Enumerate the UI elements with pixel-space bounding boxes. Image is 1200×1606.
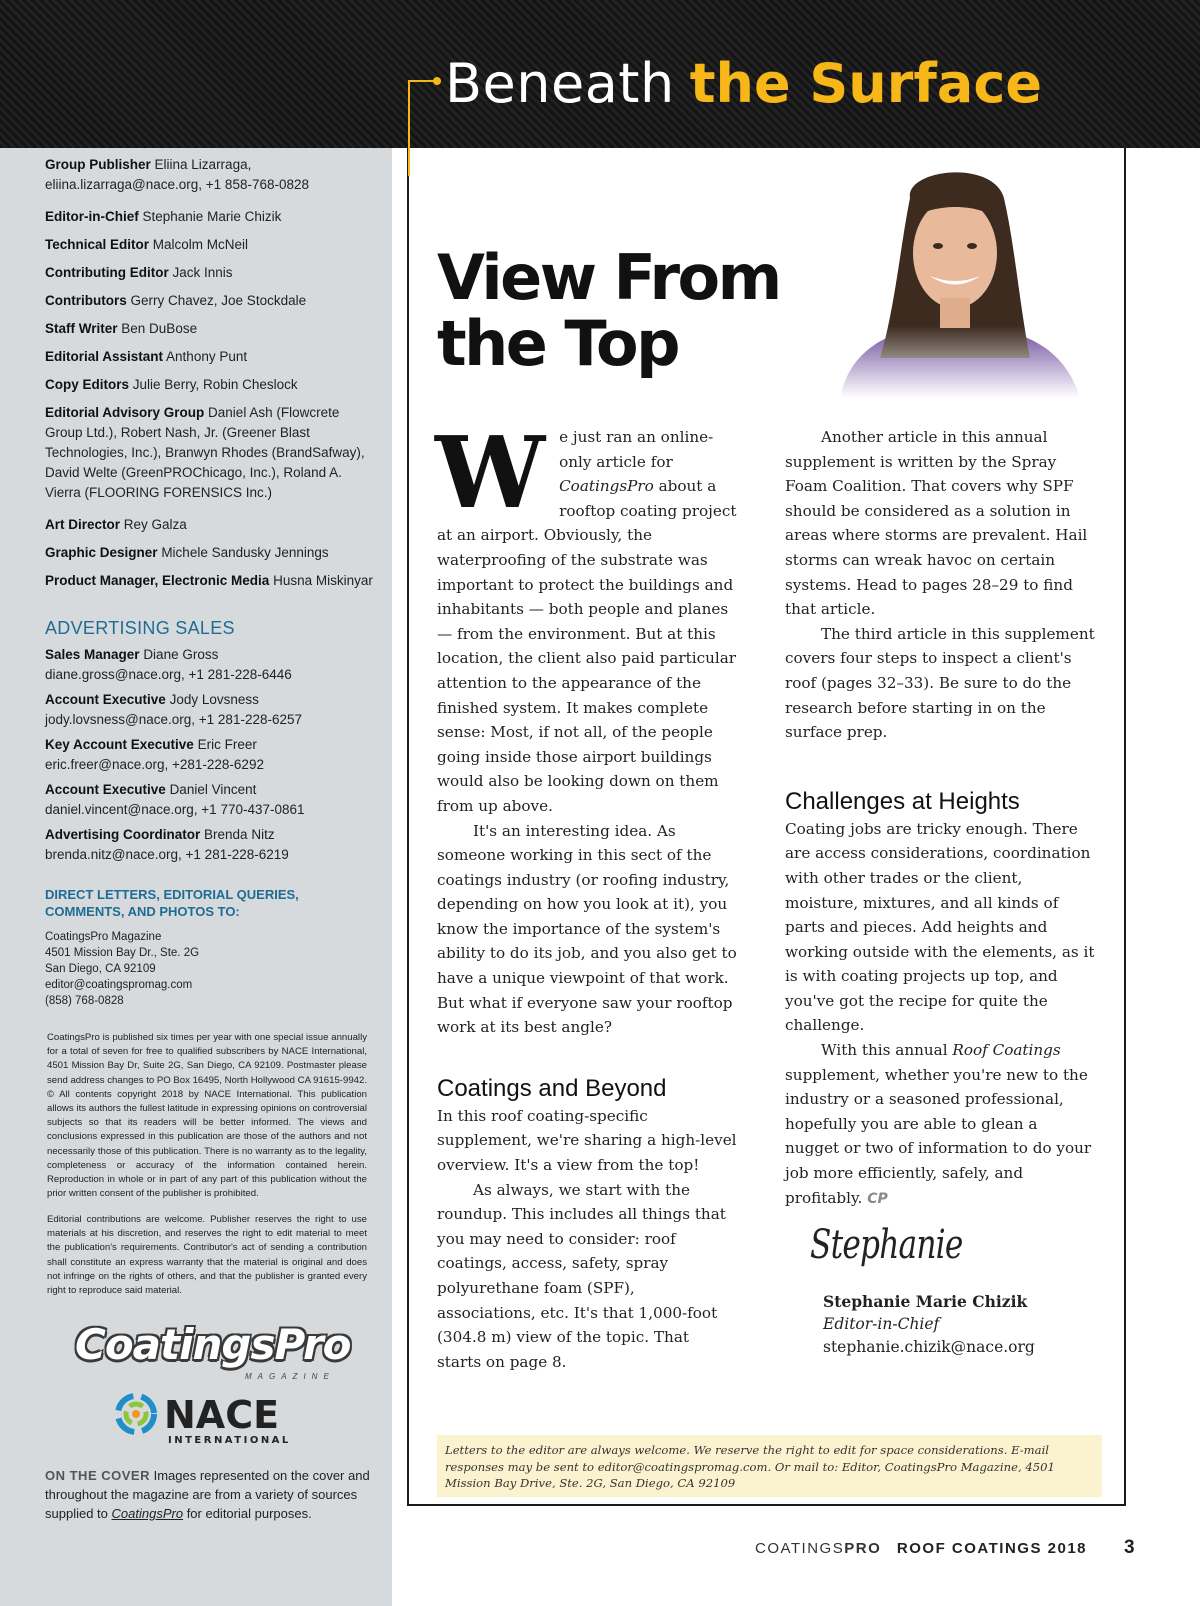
ad-contact-name: Daniel Vincent xyxy=(169,782,257,797)
ad-contact xyxy=(45,735,375,775)
nace-emblem-icon xyxy=(112,1390,302,1446)
cover-note xyxy=(45,1466,375,1523)
address-line: San Diego, CA 92109 xyxy=(45,963,156,975)
page-footer xyxy=(755,1540,1087,1557)
ad-contact-role: Account Executive xyxy=(45,782,166,797)
ad-contact-info[interactable]: daniel.vincent@nace.org, +1 770-437-0861 xyxy=(45,802,305,817)
ad-contact-info[interactable]: eric.freer@nace.org, +281-228-6292 xyxy=(45,757,264,772)
masthead-entry xyxy=(45,235,375,255)
address-line: 4501 Mission Bay Dr., Ste. 2G xyxy=(45,947,200,959)
article-paragraph: Coating jobs are tricky enough. There are access considerations, coordination with other trades or the client, moisture, mixtures, and all kinds of parts and pieces. Add heights and working outside with the elements, as it is with coating projects up top, and you've got the recipe for quite the challenge. xyxy=(785,819,1095,1035)
masthead-role: Contributors xyxy=(45,293,127,308)
address-email[interactable]: editor@coatingspromag.com xyxy=(45,979,193,991)
masthead-value: Eliina Lizarraga, eliina.lizarraga@nace.org, +1 858-768-0828 xyxy=(45,157,310,192)
footer-brand-light: COATINGS xyxy=(755,1540,845,1557)
author-block xyxy=(823,1290,1035,1359)
section-title-plain: Beneath xyxy=(445,52,675,115)
masthead-value: Ben DuBose xyxy=(121,321,198,336)
footer-brand-bold: PRO xyxy=(844,1540,882,1557)
masthead-value: Husna Miskinyar xyxy=(273,573,373,588)
editor-portrait xyxy=(800,158,1106,398)
coatingspro-logo: CoatingsPro xyxy=(75,1320,351,1369)
article-paragraph: As always, we start with the roundup. This includes all things that you may need to consider: roof coatings, access, safety, spray polyurethane foam (SPF), associations, etc. It's that 1,000-foot (304.8 m) view of the topic. That starts on page 8. xyxy=(437,1180,726,1371)
para-text: e just ran an online-only article for xyxy=(559,428,714,471)
headline-line: the Top xyxy=(437,307,678,380)
subheading-challenges-at-heights: Challenges at Heights xyxy=(785,787,1020,815)
section-title-accent: the Surface xyxy=(689,52,1042,115)
headline-line: View From xyxy=(437,241,780,314)
masthead-role: Contributing Editor xyxy=(45,265,169,280)
masthead-entry xyxy=(45,543,375,563)
address-line: CoatingsPro Magazine xyxy=(45,931,162,943)
address-phone: (858) 768-0828 xyxy=(45,995,124,1007)
article-column-left xyxy=(435,416,737,1374)
cover-note-label: ON THE COVER xyxy=(45,1468,150,1483)
letters-address xyxy=(45,929,367,1009)
author-email[interactable]: stephanie.chizik@nace.org xyxy=(823,1338,1035,1356)
ad-contact-name: Jody Lovsness xyxy=(169,692,259,707)
nace-wordmark-sub: INTERNATIONAL xyxy=(168,1435,291,1446)
ad-contact xyxy=(45,645,375,685)
masthead-role: Art Director xyxy=(45,517,121,532)
drop-cap: W xyxy=(435,416,546,531)
masthead-role: Editorial Advisory Group xyxy=(45,405,205,420)
ad-contact-name: Eric Freer xyxy=(197,737,257,752)
para-publication: CoatingsPro xyxy=(559,477,654,496)
contributions-fine-print: Editorial contributions are welcome. Publisher reserves the right to use materials at his discretion, and reserves the right to edit material to meet the publication's requirements. Contributor's act of sending a contribution shall constitute an express warranty that the material is original and does not infringe on the rights of others, and that the publisher is granted every right to reproduce said material. xyxy=(47,1214,367,1297)
masthead-entry xyxy=(45,263,375,283)
cover-note-publication: CoatingsPro xyxy=(111,1506,184,1521)
masthead-value: Daniel Ash (Flowcrete Group Ltd.), Robert Nash, Jr. (Greener Blast Technologies, Inc.), Branwyn Rhodes (BrandSafway), David Welte (GreenPROChicago, Inc.), Roland A. Vierra (FLOORING FORENSICS Inc.) xyxy=(45,405,365,500)
masthead-value: Gerry Chavez, Joe Stockdale xyxy=(130,293,307,308)
header-bracket xyxy=(408,80,436,148)
ad-contact-role: Advertising Coordinator xyxy=(45,827,201,842)
masthead-entry xyxy=(45,347,375,367)
header-bracket-dot xyxy=(433,77,441,85)
article-paragraph: In this roof coating-specific supplement, we're sharing a high-level overview. It's a view from the top! xyxy=(437,1106,737,1175)
masthead-role: Editorial Assistant xyxy=(45,349,164,364)
masthead-value: Rey Galza xyxy=(123,517,187,532)
masthead-value: Stephanie Marie Chizik xyxy=(142,209,282,224)
article-paragraph xyxy=(785,1038,1095,1211)
ad-contact-role: Account Executive xyxy=(45,692,166,707)
editor-signature: Stephanie xyxy=(810,1222,963,1268)
masthead-value: Jack Innis xyxy=(172,265,233,280)
masthead-value: Michele Sandusky Jennings xyxy=(161,545,329,560)
ad-contact xyxy=(45,690,375,730)
masthead-value: Anthony Punt xyxy=(166,349,248,364)
article-paragraph: It's an interesting idea. As someone working in this sect of the coatings industry (or roofing industry, depending on how you look at it), you know the importance of the system's ability to do its job, and you also get to have a unique viewpoint of that work. But what if everyone saw your rooftop work at its best angle? xyxy=(437,821,737,1037)
masthead-entry xyxy=(45,207,375,227)
ad-contact xyxy=(45,825,375,865)
page-number: 3 xyxy=(1124,1537,1135,1558)
cover-note-text: Images represented on the cover and throughout the magazine are from a variety of sources supplied to xyxy=(45,1468,370,1521)
nace-wordmark: NACE xyxy=(164,1393,280,1437)
ad-contact-info[interactable]: jody.lovsness@nace.org, +1 281-228-6257 xyxy=(45,712,302,727)
publication-fine-print: CoatingsPro is published six times per year with one special issue annually for a total of seven for free to qualified subscribers by NACE International, 4501 Mission Bay Dr, Suite 2G, San Diego, CA 92109. Postmaster please send address changes to PO Box 16495, North Hollywood CA 91615-9942. © All contents copyright 2018 by NACE International. This publication allows its authors the fullest latitude in expressing opinions on controversial subjects so that its readers will be better informed. The views and conclusions expressed in this publication are those of the authors and not necessarily those of this publication. There is no warranty as to the legality, completeness or accuracy of the information contained herein. Reproduction in whole or in part of any part of this publication without the prior written consent of the publisher is prohibited. xyxy=(47,1032,367,1200)
masthead-value: Julie Berry, Robin Cheslock xyxy=(132,377,298,392)
ad-contact xyxy=(45,780,375,820)
article-paragraph: The third article in this supplement covers four steps to inspect a client's roof (pages 32–33). Be sure to do the research before starting in on the surface prep. xyxy=(785,624,1095,742)
masthead-entry xyxy=(45,155,375,195)
letters-heading: DIRECT LETTERS, EDITORIAL QUERIES, COMMENTS, AND PHOTOS TO: xyxy=(45,887,299,919)
masthead-role: Copy Editors xyxy=(45,377,130,392)
end-mark: CP xyxy=(867,1190,888,1207)
para-text: With this annual xyxy=(821,1041,948,1060)
masthead-entry xyxy=(45,291,375,311)
ad-contact-role: Key Account Executive xyxy=(45,737,194,752)
nace-logo xyxy=(112,1390,302,1446)
ad-contact-name: Diane Gross xyxy=(143,647,219,662)
author-name: Stephanie Marie Chizik xyxy=(823,1292,1028,1311)
para-publication: Roof Coatings xyxy=(952,1041,1061,1060)
masthead-role: Group Publisher xyxy=(45,157,151,172)
masthead-role: Graphic Designer xyxy=(45,545,158,560)
coatingspro-logo-sub: MAGAZINE xyxy=(245,1372,335,1381)
masthead-value: Malcolm McNeil xyxy=(152,237,249,252)
letters-to-editor-note: Letters to the editor are always welcome. We reserve the right to edit for space considerations. E-mail responses may be sent to editor@coatingspromag.com. Or mail to: Editor, CoatingsPro Magazine, 4501 Mission Bay Drive, Ste. 2G, San Diego, CA 92109 xyxy=(437,1435,1102,1497)
article-headline xyxy=(437,241,780,380)
masthead-role: Technical Editor xyxy=(45,237,150,252)
subheading-coatings-and-beyond: Coatings and Beyond xyxy=(437,1074,667,1102)
cover-note-text-end: for editorial purposes. xyxy=(186,1506,312,1521)
ad-sales-heading: ADVERTISING SALES xyxy=(45,618,235,638)
ad-contact-role: Sales Manager xyxy=(45,647,140,662)
para-text: about a rooftop coating project at an airport. Obviously, the waterproofing of the substrate was important to protect the buildings and inhabitants — both people and planes — from the environment. But at this location, the client also paid particular attention to the appearance of the finished system. It makes complete sense: Most, if not all, of the people going inside those airport buildings would also be looking down on them from up above. xyxy=(437,477,737,815)
author-title: Editor-in-Chief xyxy=(823,1315,940,1333)
masthead-role: Editor-in-Chief xyxy=(45,209,139,224)
masthead-role: Product Manager, Electronic Media xyxy=(45,573,270,588)
masthead-entry xyxy=(45,571,375,591)
ad-contact-info[interactable]: brenda.nitz@nace.org, +1 281-228-6219 xyxy=(45,847,289,862)
article-paragraph xyxy=(435,416,737,819)
masthead-entry xyxy=(45,375,375,395)
masthead-entry xyxy=(45,515,375,535)
masthead-entry xyxy=(45,403,375,503)
header-bracket-stem xyxy=(408,148,410,176)
ad-contact-info[interactable]: diane.gross@nace.org, +1 281-228-6446 xyxy=(45,667,292,682)
masthead-role: Staff Writer xyxy=(45,321,118,336)
masthead-entry xyxy=(45,319,375,339)
footer-issue: ROOF COATINGS 2018 xyxy=(896,1540,1088,1557)
ad-contact-name: Brenda Nitz xyxy=(204,827,275,842)
article-paragraph: Another article in this annual supplement is written by the Spray Foam Coalition. That covers why SPF should be considered as a solution in areas where storms are prevalent. Hail storms can wreak havoc on certain systems. Head to pages 28–29 to find that article. xyxy=(785,428,1088,619)
para-text: supplement, whether you're new to the industry or a seasoned professional, hopefully you are able to glean a nugget or two of information to do your job more efficiently, safely, and profitably. xyxy=(785,1065,1092,1207)
article-column-right xyxy=(785,425,1095,1211)
section-title xyxy=(445,52,1042,116)
